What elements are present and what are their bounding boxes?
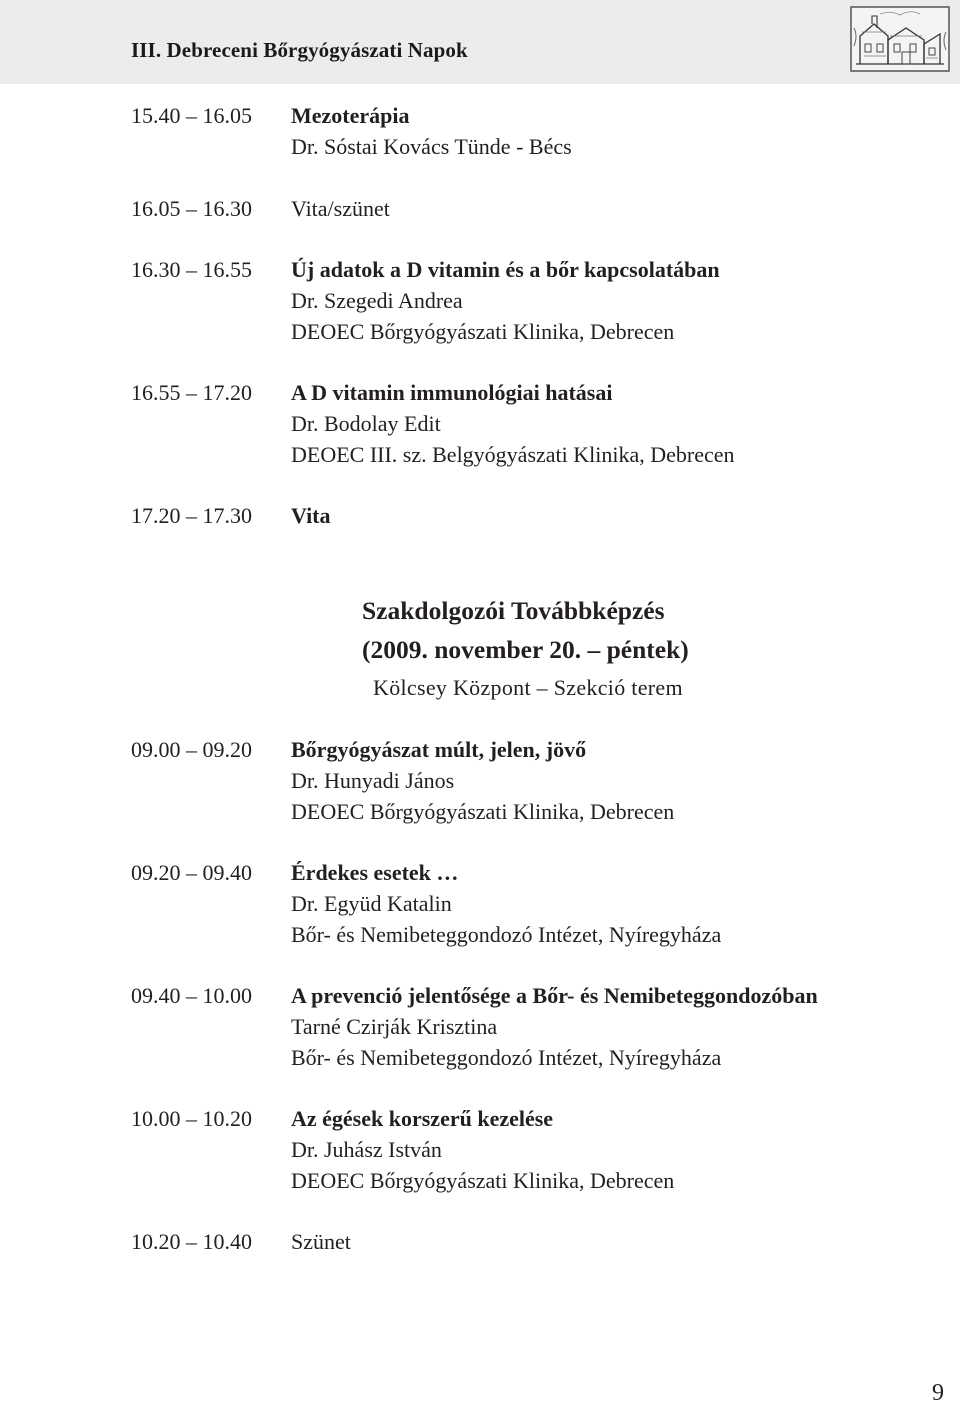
building-sketch-icon (850, 6, 950, 72)
talk-title: Bőrgyógyászat múlt, jelen, jövő (291, 737, 587, 762)
talk-title: Vita/szünet (291, 196, 390, 221)
affiliation: DEOEC III. sz. Belgyógyászati Klinika, Debrecen (291, 442, 735, 467)
talk-title: A prevenció jelentősége a Bőr- és Nemibeteggondozóban (291, 983, 818, 1008)
speaker: Dr. Juhász István (291, 1137, 442, 1162)
time-range: 09.40 – 10.00 (131, 983, 252, 1008)
time-range: 16.30 – 16.55 (131, 257, 252, 282)
time-range: 10.20 – 10.40 (131, 1229, 252, 1254)
time-range: 10.00 – 10.20 (131, 1106, 252, 1131)
talk-title: A D vitamin immunológiai hatásai (291, 380, 613, 405)
affiliation: Bőr- és Nemibeteggondozó Intézet, Nyíregyháza (291, 922, 722, 947)
speaker: Dr. Szegedi Andrea (291, 288, 463, 313)
talk-title: Mezoterápia (291, 103, 410, 128)
speaker: Tarné Czirják Krisztina (291, 1014, 498, 1039)
talk-title: Az égések korszerű kezelése (291, 1106, 554, 1131)
time-range: 09.20 – 09.40 (131, 860, 252, 885)
speaker: Dr. Együd Katalin (291, 891, 452, 916)
speaker: Dr. Bodolay Edit (291, 411, 441, 436)
section-date: (2009. november 20. – péntek) (362, 635, 689, 664)
affiliation: Bőr- és Nemibeteggondozó Intézet, Nyíregyháza (291, 1045, 722, 1070)
speaker: Dr. Sóstai Kovács Tünde - Bécs (291, 134, 572, 159)
talk-title: Új adatok a D vitamin és a bőr kapcsolatában (291, 257, 720, 282)
affiliation: DEOEC Bőrgyógyászati Klinika, Debrecen (291, 799, 675, 824)
page-header (0, 0, 960, 84)
talk-title: Szünet (291, 1229, 351, 1254)
header-title: III. Debreceni Bőrgyógyászati Napok (131, 38, 468, 62)
time-range: 09.00 – 09.20 (131, 737, 252, 762)
speaker: Dr. Hunyadi János (291, 768, 455, 793)
section-title: Szakdolgozói Továbbképzés (362, 596, 665, 625)
affiliation: DEOEC Bőrgyógyászati Klinika, Debrecen (291, 319, 675, 344)
page-number: 9 (932, 1380, 944, 1406)
time-range: 15.40 – 16.05 (131, 103, 252, 128)
talk-title: Vita (291, 503, 331, 528)
talk-title: Érdekes esetek … (291, 860, 459, 885)
time-range: 16.05 – 16.30 (131, 196, 252, 221)
time-range: 17.20 – 17.30 (131, 503, 252, 528)
time-range: 16.55 – 17.20 (131, 380, 252, 405)
affiliation: DEOEC Bőrgyógyászati Klinika, Debrecen (291, 1168, 675, 1193)
section-venue: Kölcsey Központ – Szekció terem (373, 675, 683, 700)
